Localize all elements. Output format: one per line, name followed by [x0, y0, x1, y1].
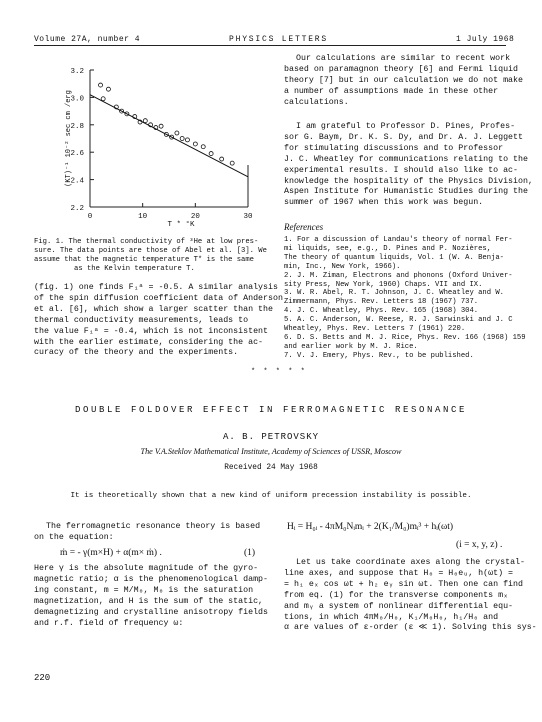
data-point: [220, 157, 224, 161]
y-axis-label: (KT)⁻¹ 10⁻² sec cm /erg: [65, 90, 73, 187]
fit-line: [90, 95, 248, 177]
equation-1-number: (1): [244, 548, 256, 558]
text-line: and r.f. field of frequency ω:: [34, 618, 184, 628]
caption-line: assume that the magnetic temperature T* is the same: [34, 256, 254, 264]
data-point: [230, 161, 234, 165]
text-line: from eq. (1) for the transverse components mₓ: [284, 590, 509, 600]
reference-line: and earlier work by M. J. Rice.: [284, 342, 418, 351]
equation-2: Hᵢ = H₀ᵢ - 4πM₀Nᵢmᵢ + 2(K₁/M₀)mᵢ³ + hᵢ(ωt): [287, 522, 454, 532]
text-line: (fig. 1) one finds F₁ᵃ = -0.5. A similar analysis: [34, 283, 278, 292]
y-tick-label: 2.6: [70, 150, 84, 159]
y-tick-label: 2.2: [70, 205, 84, 213]
reference-line: sity Press, New York, 1960) Chaps. VII and IX.: [284, 280, 483, 289]
text-line: theory [7] but in our calculation we do not make: [284, 75, 523, 85]
equation-1: ṁ = - γ(m×H) + α(m× ṁ) .: [60, 548, 162, 558]
data-point: [159, 124, 163, 128]
left-column-text: [34, 283, 283, 359]
caption-line: as the Kelvin temperature T.: [74, 265, 195, 273]
data-point: [193, 142, 197, 146]
text-line: tions, in which 4πM₀/H₀, K₁/M₀H₀, h₁/H₀ and: [284, 612, 499, 622]
body-right-text: [284, 558, 537, 634]
text-line: J. C. Wheatley for communications relating to the: [284, 154, 528, 164]
journal-name: PHYSICS LETTERS: [229, 35, 329, 44]
issue-date: 1 July 1968: [456, 35, 515, 44]
data-point: [180, 137, 184, 141]
data-point: [143, 119, 147, 123]
page-number: 220: [34, 673, 51, 683]
article-affiliation: The V.A.Steklov Mathematical Institute, Academy of Sciences of USSR, Moscow: [140, 447, 402, 456]
x-axis-label: T * °K: [167, 221, 195, 229]
y-tick-label: 3.2: [70, 68, 84, 76]
reference-line: min, Inc., New York, 1966).: [284, 262, 401, 271]
reference-line: Wheatley, Phys. Rev. Letters 7 (1961) 220.: [284, 325, 466, 334]
reference-line: 1. For a discussion of Landau's theory of normal Fer-: [284, 236, 513, 244]
reference-line: 3. W. R. Abel, R. T. Johnson, J. C. Wheatley and W.: [284, 289, 504, 298]
text-line: with the earlier estimate, considering the ac-: [34, 337, 264, 347]
text-line: thermal conductivity measurements, leads to: [34, 315, 249, 325]
data-point: [99, 83, 103, 87]
reference-line: 4. J. C. Wheatley, Phys. Rev. 165 (1968) 304.: [284, 307, 479, 316]
y-tick-label: 3.0: [70, 95, 84, 104]
text-line: a number of assumptions made in these other: [284, 86, 499, 96]
y-tick-label: 2.8: [70, 122, 84, 131]
text-line: I am grateful to Professor D. Pines, Profes-: [296, 122, 516, 131]
text-line: sor G. Baym, Dr. K. S. Dy, and Dr. A. J. Leggett: [284, 132, 523, 142]
reference-line: The theory of quantum liquids, Vol. 1 (W. A. Benja-: [284, 253, 504, 262]
text-line: The ferromagnetic resonance theory is based: [46, 522, 261, 531]
acknowledgement: [284, 122, 533, 209]
text-line: et al. [6], which show a larger scatter than the: [34, 304, 273, 314]
figure-caption: [34, 238, 267, 274]
text-line: for stimulating discussions and to Professor: [284, 143, 504, 153]
data-point: [209, 152, 213, 156]
text-line: = h₁ eₓ cos ωt + h₂ eᵧ sin ωt. Then one can find: [284, 579, 523, 589]
x-tick-label: 20: [190, 213, 200, 221]
text-line: calculations.: [284, 97, 349, 107]
y-tick-label: 2.4: [70, 177, 84, 186]
text-line: Our calculations are similar to recent work: [296, 54, 511, 63]
text-line: magnetic ratio; α is the phenomenological damp-: [34, 574, 269, 584]
text-line: magnetization, and H is the sum of the static,: [34, 596, 264, 606]
received-date: Received 24 May 1968: [224, 464, 318, 472]
reference-line: 7. V. J. Emery, Phys. Rev., to be published.: [284, 351, 474, 360]
article-author: A. B. PETROVSKY: [222, 432, 319, 442]
reference-line: 6. D. S. Betts and M. J. Rice, Phys. Rev. 166 (1968) 159: [284, 333, 526, 342]
text-line: based on paramagnon theory [6] and Fermi liquid: [284, 64, 519, 74]
text-line: of the spin diffusion coefficient data of Anderson: [34, 293, 283, 303]
data-point: [101, 97, 105, 101]
right-column-para1: [284, 54, 523, 109]
body-intro: [34, 522, 260, 544]
equation-2-condition: (i = x, y, z) .: [456, 540, 503, 550]
text-line: demagnetizing and crystalline anisotropy fields: [34, 607, 269, 617]
data-point: [175, 131, 179, 135]
text-line: Aspen Institute for Humanistic Studies during the: [284, 187, 528, 197]
abstract: It is theoretically shown that a new kind of uniform precession instability is possible.: [70, 492, 472, 500]
reference-line: mi liquids, see, e.g., D. Pines and P. Nozières,: [284, 244, 492, 253]
references-list: [284, 236, 526, 361]
text-line: on the equation:: [34, 532, 114, 542]
text-line: Here γ is the absolute magnitude of the gyro-: [34, 564, 259, 573]
text-line: curacy of the theory and the experiments.: [34, 348, 239, 358]
section-separator: * * * * *: [251, 368, 307, 376]
header-rule: [34, 45, 506, 46]
x-tick-label: 30: [243, 213, 253, 221]
text-line: experimental results. I should also like to ac-: [284, 165, 519, 175]
x-tick-label: 10: [138, 213, 148, 221]
text-line: the value F₁ᵃ = -0.4, which is not inconsistent: [34, 326, 269, 336]
text-line: summer of 1967 when this work was begun.: [284, 198, 484, 208]
text-line: knowledge the hospitality of the Physics Division,: [284, 176, 533, 186]
text-line: line axes, and suppose that H₀ = H₀eᵤ, h(ωt) =: [284, 568, 514, 578]
references-heading: References: [284, 222, 324, 232]
x-tick-label: 0: [87, 213, 93, 221]
body-left-text: [34, 564, 268, 629]
reference-line: Zimmermann, Phys. Rev. Letters 18 (1967) 737.: [284, 298, 479, 307]
data-point: [185, 138, 189, 142]
volume-number: Volume 27A, number 4: [34, 35, 141, 44]
article-title: DOUBLE FOLDOVER EFFECT IN FERROMAGNETIC RESONANCE: [74, 405, 468, 415]
data-point: [106, 87, 110, 91]
text-line: and mᵧ a system of nonlinear differential equ-: [284, 601, 514, 611]
caption-line: Fig. 1. The thermal conductivity of ³He at low pres-: [34, 238, 259, 246]
text-line: ing constant, m = M/M₀, M₀ is the saturation: [34, 585, 254, 595]
caption-line: sure. The data points are those of Abel et al. [3]. We: [34, 247, 267, 255]
reference-line: 5. A. C. Anderson, W. Reese, R. J. Sarwinski and J. C: [284, 316, 513, 325]
text-line: Let us take coordinate axes along the crystal-: [296, 558, 526, 567]
thermal-conductivity-chart: [20, 55, 260, 235]
text-line: α are values of ε-order (ε ≪ 1). Solving this sys-: [284, 623, 537, 633]
reference-line: 2. J. M. Ziman, Electrons and phonons (Oxford Univer-: [284, 271, 513, 280]
data-point: [201, 145, 205, 149]
